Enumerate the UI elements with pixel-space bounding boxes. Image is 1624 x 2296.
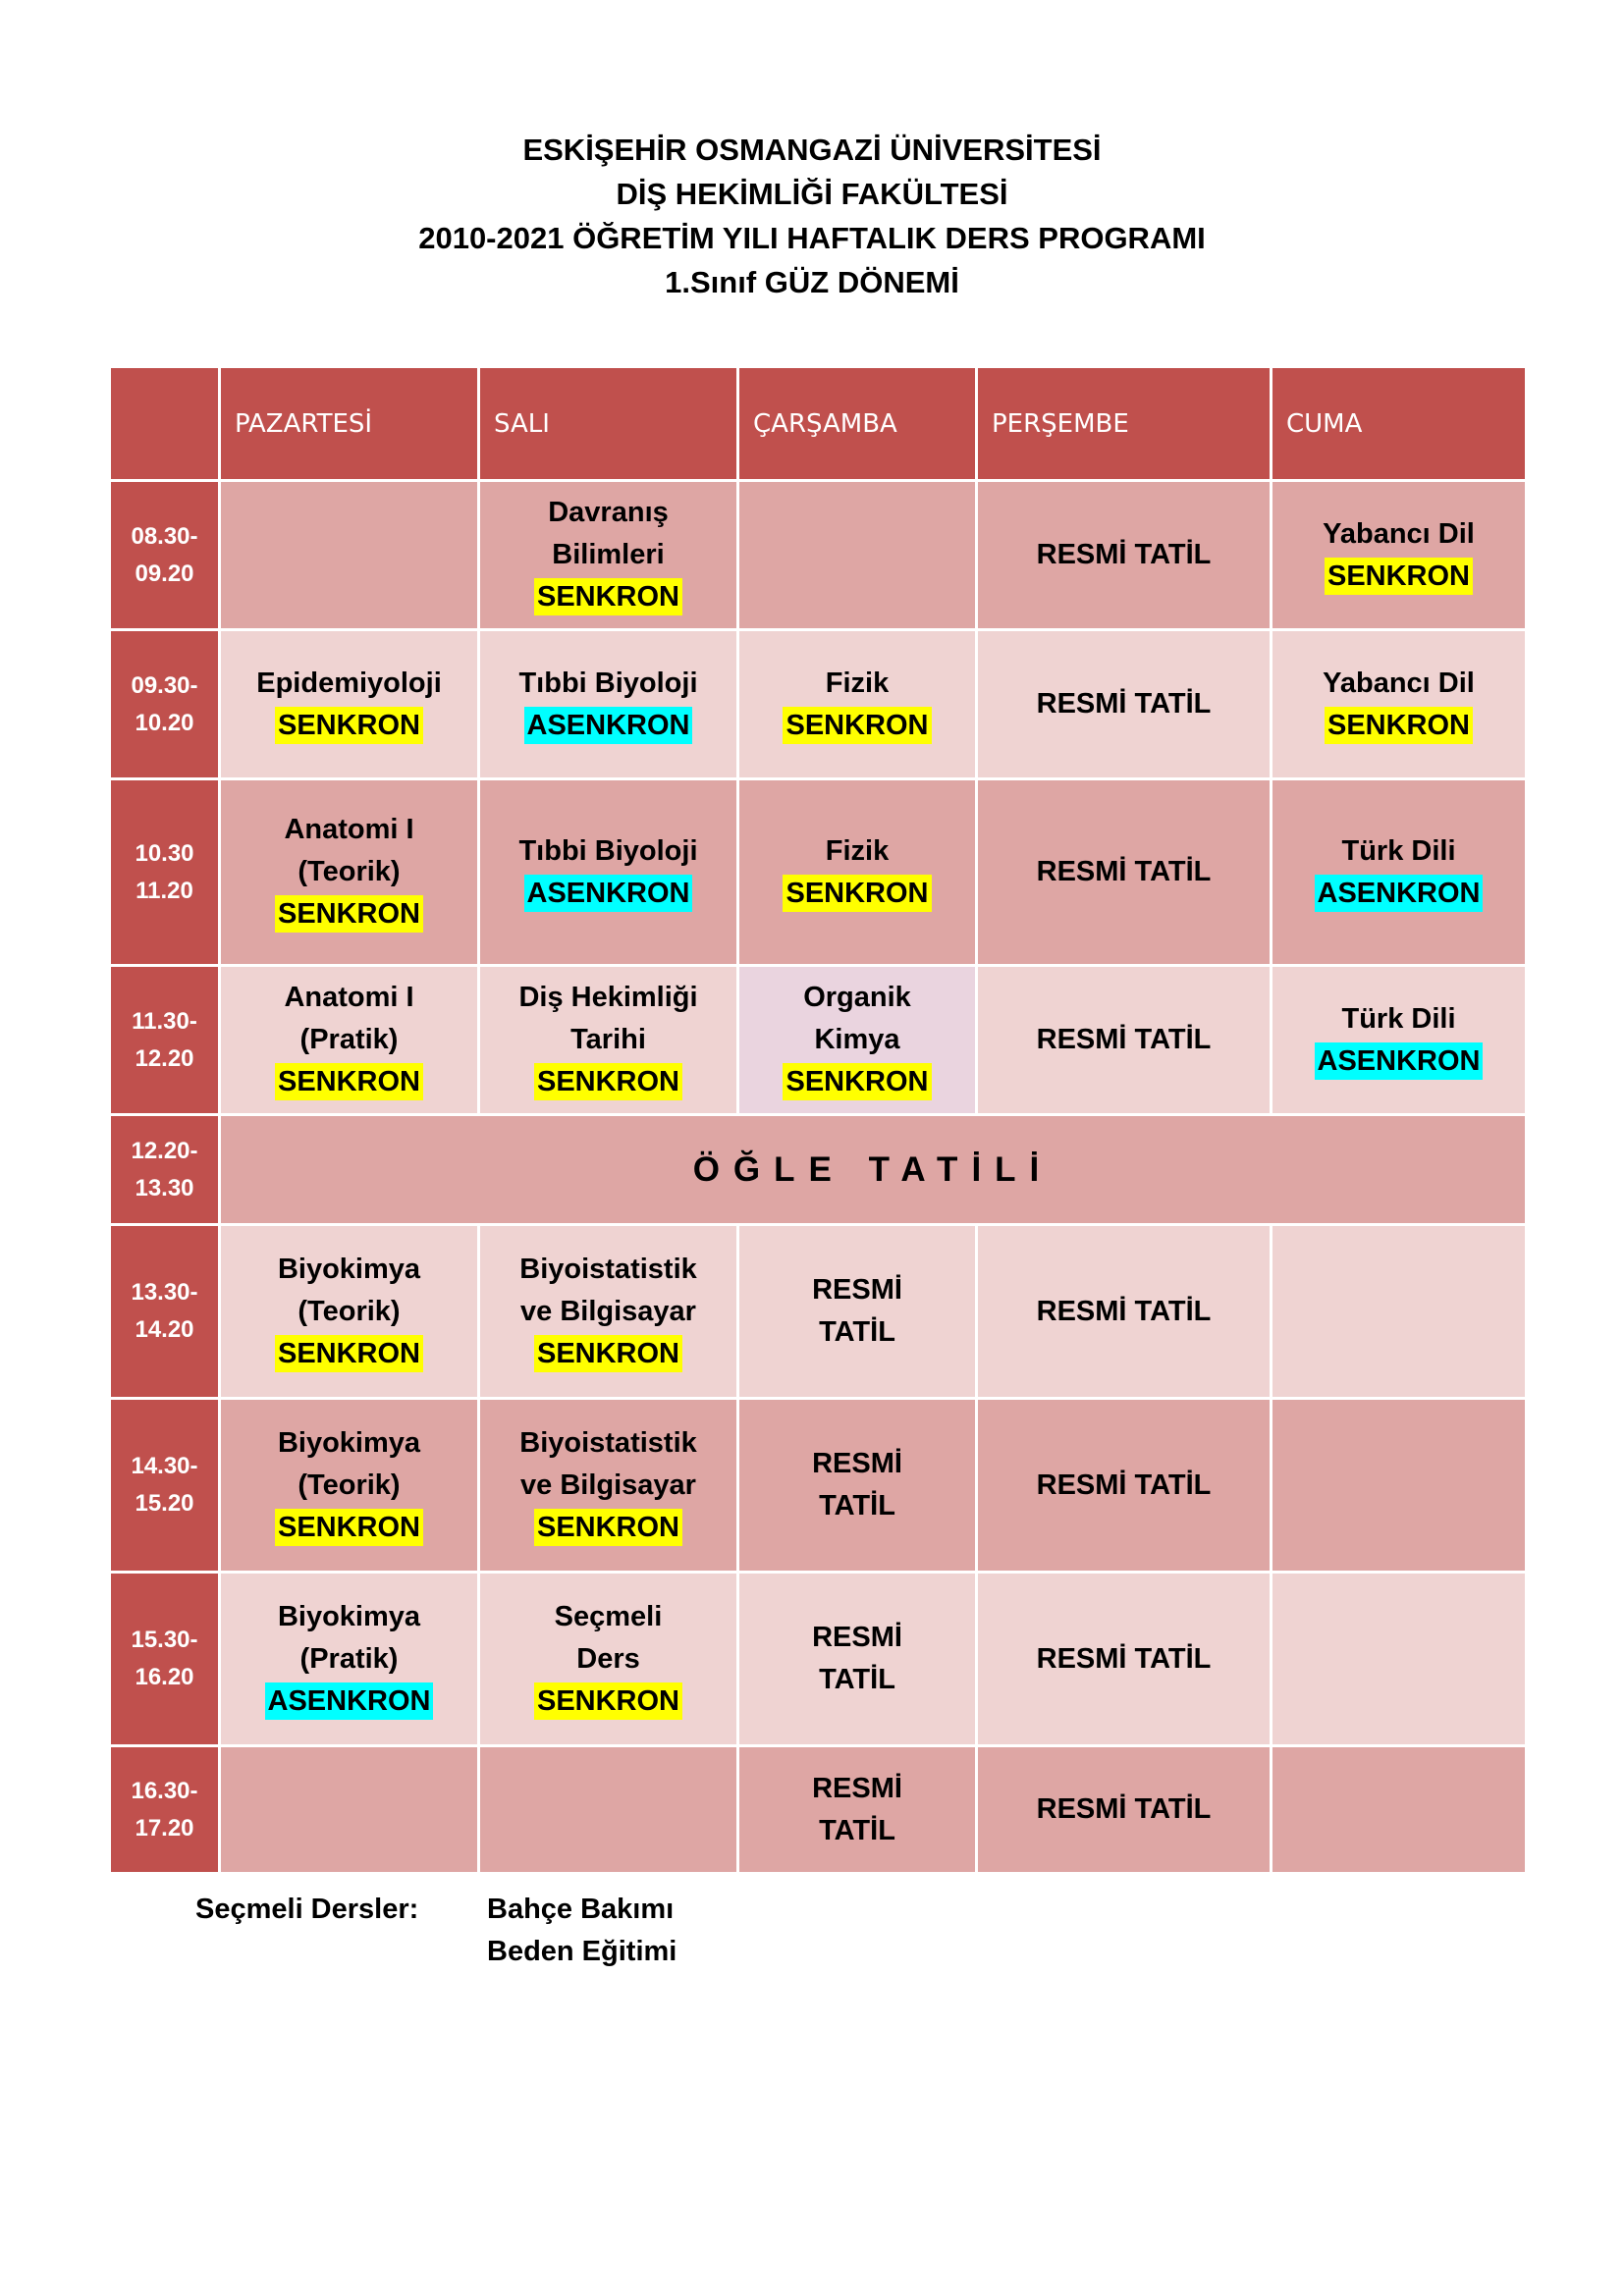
course-cell [479,779,738,966]
course-name-line: RESMİ TATİL [1036,1793,1212,1825]
course-cell [220,1573,479,1746]
course-cell [977,1746,1272,1874]
course-cell [479,1399,738,1573]
time-slot-label: 09.20 [135,560,194,587]
time-slot-cell [110,779,220,966]
term-title: 1.Sınıf GÜZ DÖNEMİ [665,265,959,299]
course-name-line: (Teorik) [298,1468,401,1501]
header-corner-cell [110,367,220,481]
course-cell [738,1573,977,1746]
course-name-line: Biyokimya [277,1600,421,1632]
course-name-line: TATİL [819,1814,895,1846]
course-name-line: RESMİ TATİL [1036,539,1212,570]
time-slot-cell [110,1746,220,1874]
university-name: ESKİŞEHİR OSMANGAZİ ÜNİVERSİTESİ [522,133,1102,167]
time-slot-cell [110,966,220,1115]
course-name-line: Fizik [825,834,890,867]
course-name-line: (Pratik) [299,1642,399,1675]
course-name-line: RESMİ [812,1772,902,1804]
time-slot-label: 10.30 [135,839,194,867]
empty-cell [1272,1746,1527,1874]
course-cell [977,481,1272,630]
course-name-line: Türk Dili [1341,834,1456,867]
day-header: CUMA [1272,367,1527,481]
time-slot-cell [110,1573,220,1746]
schedule-row [110,481,1527,630]
time-slot-label: 08.30- [131,522,198,550]
asenkron-badge: ASENKRON [524,875,693,912]
time-slot-label: 12.20- [131,1137,198,1164]
time-slot-cell [110,481,220,630]
course-cell [220,1399,479,1573]
schedule-row [110,779,1527,966]
asenkron-badge: ASENKRON [524,707,693,744]
course-cell [977,779,1272,966]
table-header-row [110,367,1527,481]
senkron-badge: SENKRON [783,875,931,912]
senkron-badge: SENKRON [783,707,931,744]
senkron-badge: SENKRON [534,578,682,615]
course-cell [220,630,479,779]
empty-cell [220,481,479,630]
time-slot-cell [110,1225,220,1399]
course-name-line: Yabancı Dil [1323,517,1475,550]
course-cell [1272,630,1527,779]
course-name-line: Diş Hekimliği [518,982,698,1013]
time-slot-label: 14.30- [131,1453,198,1479]
schedule-row [110,1746,1527,1874]
course-cell [977,630,1272,779]
course-cell [738,1399,977,1573]
weekly-schedule-table [108,365,1528,1875]
empty-cell [1272,1573,1527,1746]
senkron-badge: SENKRON [783,1063,931,1100]
course-name-line: Ders [576,1642,640,1675]
course-cell [479,966,738,1115]
course-name-line: RESMİ TATİL [1036,1295,1212,1327]
course-name-line: RESMİ TATİL [1036,856,1212,887]
elective-item: Beden Eğitimi [487,1936,677,1967]
course-name-line: Tarihi [570,1024,646,1055]
course-cell [977,1399,1272,1573]
course-name-line: (Teorik) [298,856,401,887]
lunch-break-label: ÖĞLE TATİLİ [220,1115,1527,1225]
course-cell [1272,779,1527,966]
time-slot-cell [110,1115,220,1225]
time-slot-label: 13.30 [135,1174,194,1201]
course-name-line: TATİL [819,1664,895,1695]
course-cell [220,1225,479,1399]
course-name-line: Biyokimya [277,1253,421,1285]
empty-cell [479,1746,738,1874]
time-slot-label: 11.30- [132,1007,197,1035]
course-name-line: Kimya [814,1024,900,1055]
senkron-badge: SENKRON [1325,558,1473,595]
time-slot-label: 09.30- [131,671,198,699]
course-name-line: Türk Dili [1341,1002,1456,1035]
course-cell [738,630,977,779]
time-slot-label: 17.20 [135,1814,194,1842]
schedule-row [110,630,1527,779]
time-slot-cell [110,630,220,779]
senkron-badge: SENKRON [534,1335,682,1372]
course-name-line: RESMİ [812,1274,902,1306]
course-name-line: Organik [803,982,911,1013]
day-header: SALI [479,367,738,481]
senkron-badge: SENKRON [275,1063,423,1100]
course-name-line: RESMİ TATİL [1036,688,1212,720]
senkron-badge: SENKRON [275,895,423,933]
empty-cell [1272,1225,1527,1399]
course-name-line: Biyoistatistik [519,1426,697,1459]
course-cell [977,1573,1272,1746]
course-name-line: Davranış [548,497,669,528]
course-name-line: ve Bilgisayar [520,1295,696,1327]
senkron-badge: SENKRON [275,707,423,744]
course-name-line: RESMİ [812,1622,902,1653]
time-slot-label: 13.30- [131,1279,198,1306]
day-header: PAZARTESİ [220,367,479,481]
course-cell [479,1225,738,1399]
time-slot-label: 10.20 [135,709,194,736]
empty-cell [1272,1399,1527,1573]
course-cell [1272,481,1527,630]
course-name-line: Bilimleri [552,539,665,570]
senkron-badge: SENKRON [1325,707,1473,744]
document-title [0,128,1624,304]
course-name-line: Fizik [825,667,890,699]
course-name-line: Epidemiyoloji [256,667,442,699]
empty-cell [220,1746,479,1874]
course-cell [738,779,977,966]
schedule-row [110,1399,1527,1573]
course-name-line: RESMİ TATİL [1036,1024,1212,1055]
asenkron-badge: ASENKRON [265,1682,434,1720]
course-name-line: ve Bilgisayar [520,1468,696,1501]
senkron-badge: SENKRON [275,1509,423,1546]
time-slot-label: 16.20 [135,1664,194,1690]
faculty-name: DİŞ HEKİMLİĞİ FAKÜLTESİ [616,177,1008,211]
course-cell [220,779,479,966]
course-cell [977,966,1272,1115]
program-title: 2010-2021 ÖĞRETİM YILI HAFTALIK DERS PROGRAMI [418,221,1206,255]
course-cell [220,966,479,1115]
course-name-line: RESMİ [812,1448,902,1479]
elective-item: Bahçe Bakımı [487,1894,675,1925]
time-slot-label: 14.20 [135,1316,194,1343]
time-slot-label: 11.20 [135,877,193,904]
time-slot-label: 12.20 [135,1044,194,1072]
senkron-badge: SENKRON [275,1335,423,1372]
course-name-line: TATİL [819,1316,895,1348]
day-header: ÇARŞAMBA [738,367,977,481]
senkron-badge: SENKRON [534,1682,682,1720]
course-name-line: Seçmeli [554,1600,663,1632]
schedule-row [110,1573,1527,1746]
time-slot-label: 16.30- [131,1777,198,1804]
electives-label: Seçmeli Dersler: [195,1894,419,1925]
time-slot-label: 15.20 [135,1490,194,1517]
asenkron-badge: ASENKRON [1315,875,1484,912]
lunch-break-row [110,1115,1527,1225]
course-name-line: Biyoistatistik [519,1253,697,1285]
course-name-line: Anatomi I [284,982,414,1013]
senkron-badge: SENKRON [534,1509,682,1546]
senkron-badge: SENKRON [534,1063,682,1100]
course-name-line: (Teorik) [298,1295,401,1327]
schedule-row [110,1225,1527,1399]
time-slot-label: 15.30- [131,1627,198,1653]
course-name-line: Tıbbi Biyoloji [518,834,698,867]
time-slot-cell [110,1399,220,1573]
course-name-line: Biyokimya [277,1426,421,1459]
course-name-line: RESMİ TATİL [1036,1468,1212,1501]
course-cell [479,481,738,630]
course-name-line: Tıbbi Biyoloji [518,667,698,699]
course-name-line: (Pratik) [299,1024,399,1055]
course-cell [479,630,738,779]
course-cell [977,1225,1272,1399]
empty-cell [738,481,977,630]
course-cell [738,966,977,1115]
course-cell [479,1573,738,1746]
course-cell [738,1225,977,1399]
course-name-line: Anatomi I [284,814,414,845]
course-cell [1272,966,1527,1115]
course-name-line: RESMİ TATİL [1036,1642,1212,1675]
day-header: PERŞEMBE [977,367,1272,481]
course-name-line: Yabancı Dil [1323,667,1475,699]
asenkron-badge: ASENKRON [1315,1042,1484,1080]
course-cell [738,1746,977,1874]
course-name-line: TATİL [819,1490,895,1522]
schedule-row [110,966,1527,1115]
